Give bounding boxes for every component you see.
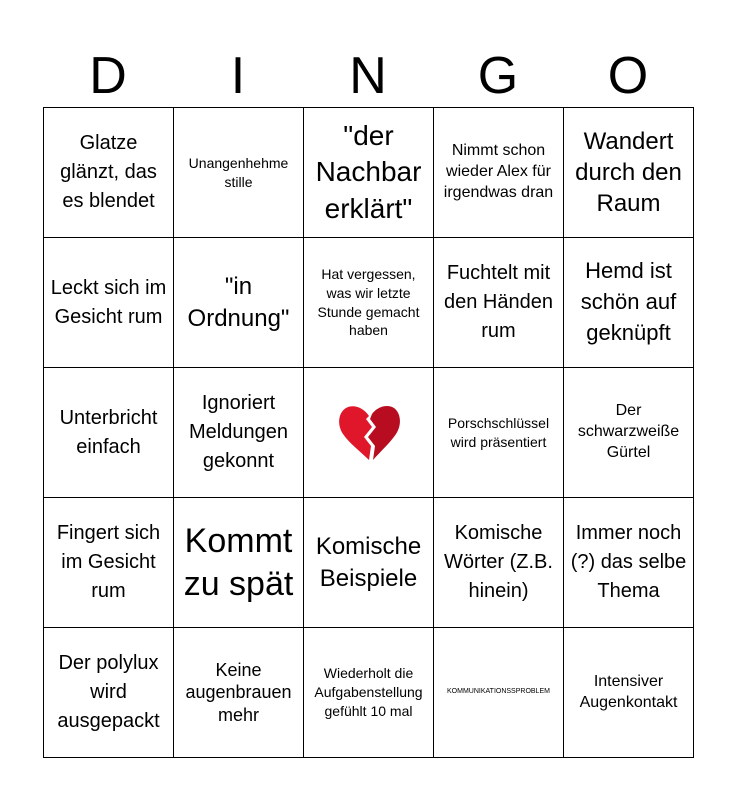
bingo-cell[interactable]: Wiederholt die Aufgabenstellung gefühlt 10 mal [304, 628, 434, 758]
title-letter: G [477, 47, 519, 105]
bingo-cell[interactable]: Unangenhehme stille [174, 108, 304, 238]
free-space-cell[interactable] [304, 368, 434, 498]
bingo-cell[interactable]: Fuchtelt mit den Händen rum [434, 238, 564, 368]
bingo-cell[interactable]: Intensiver Augenkontakt [564, 628, 694, 758]
bingo-cell[interactable]: Ignoriert Meldungen gekonnt [174, 368, 304, 498]
bingo-cell[interactable]: KOMMUNIKATIONSSPROBLEM [434, 628, 564, 758]
title-letter: N [349, 47, 387, 105]
bingo-cell[interactable]: Hat vergessen, was wir letzte Stunde gemacht haben [304, 238, 434, 368]
broken-heart-icon [337, 404, 401, 462]
bingo-cell[interactable]: "der Nachbar erklärt" [304, 108, 434, 238]
bingo-cell[interactable]: Immer noch (?) das selbe Thema [564, 498, 694, 628]
bingo-cell[interactable]: Kommt zu spät [174, 498, 304, 628]
bingo-grid [43, 107, 694, 758]
bingo-cell[interactable]: Komische Beispiele [304, 498, 434, 628]
bingo-cell[interactable]: Nimmt schon wieder Alex für irgendwas dran [434, 108, 564, 238]
title-letter: I [230, 47, 246, 105]
bingo-cell[interactable]: Unterbricht einfach [44, 368, 174, 498]
bingo-cell[interactable]: Hemd ist schön auf geknüpft [564, 238, 694, 368]
bingo-cell[interactable]: Komische Wörter (Z.B. hinein) [434, 498, 564, 628]
bingo-title [43, 44, 693, 108]
bingo-cell[interactable]: "in Ordnung" [174, 238, 304, 368]
bingo-cell[interactable]: Wandert durch den Raum [564, 108, 694, 238]
bingo-cell[interactable]: Porschschlüssel wird präsentiert [434, 368, 564, 498]
bingo-cell[interactable]: Fingert sich im Gesicht rum [44, 498, 174, 628]
bingo-cell[interactable]: Leckt sich im Gesicht rum [44, 238, 174, 368]
title-letter: O [607, 47, 649, 105]
bingo-cell[interactable]: Glatze glänzt, das es blendet [44, 108, 174, 238]
bingo-cell[interactable]: Keine augenbrauen mehr [174, 628, 304, 758]
bingo-cell[interactable]: Der polylux wird ausgepackt [44, 628, 174, 758]
title-letter: D [89, 47, 127, 105]
bingo-cell[interactable]: Der schwarzweiße Gürtel [564, 368, 694, 498]
